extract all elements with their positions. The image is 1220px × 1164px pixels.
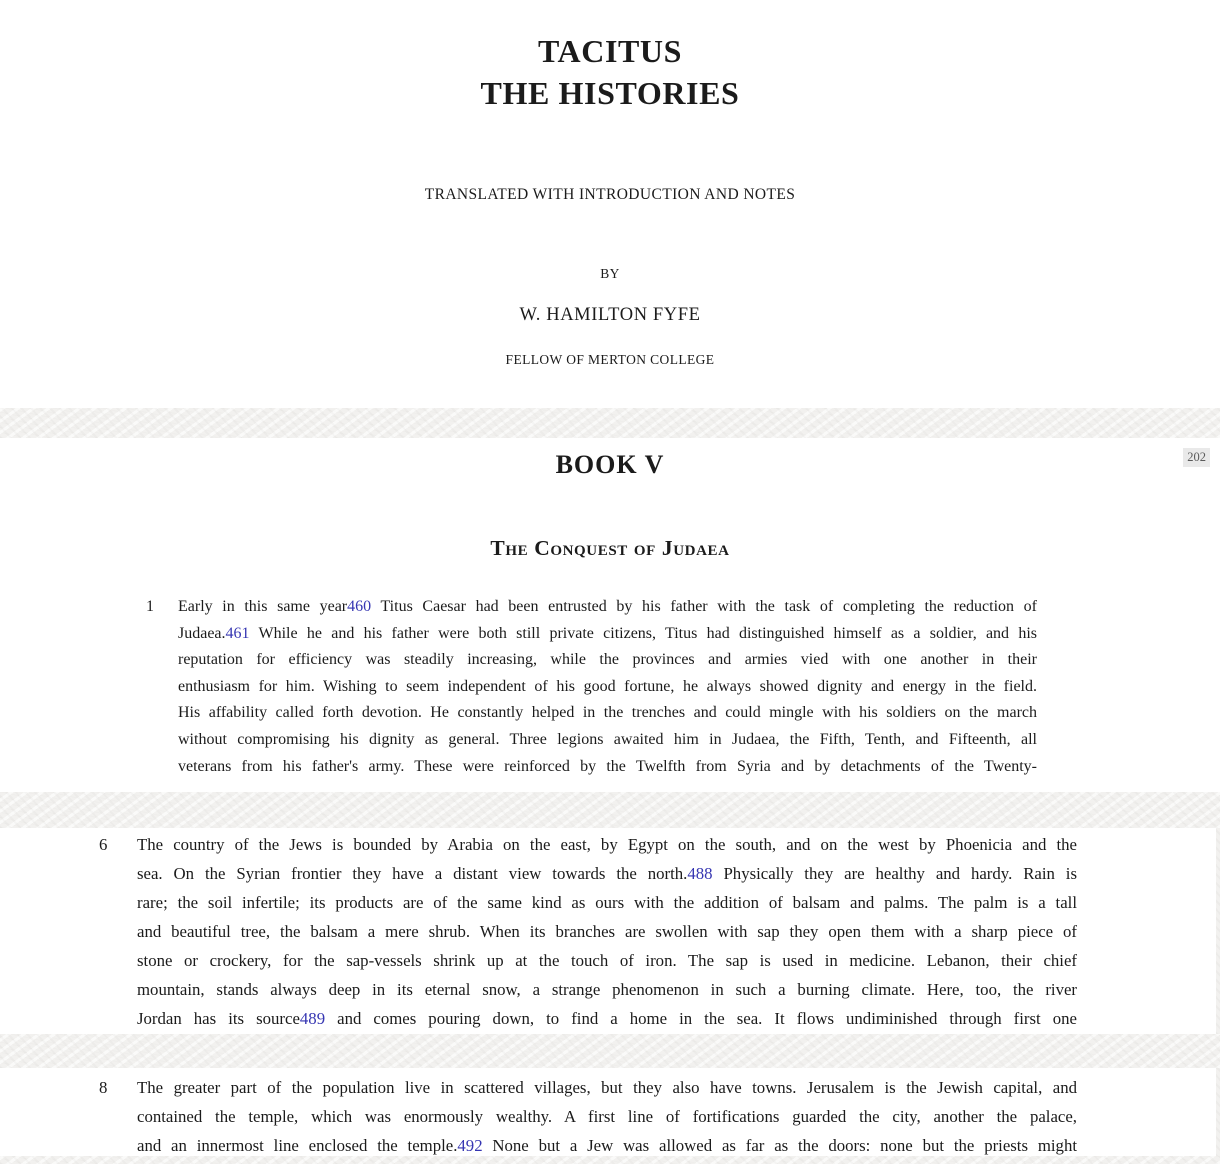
paragraph-text — [137, 830, 1077, 1033]
paragraph-1 — [146, 594, 1037, 780]
chapter-heading: The Conquest of Judaea — [490, 536, 730, 560]
text-line: mountain, stands always deep in its eternal snow, a strange phenomenon in such a burning climate. Here, too, the river — [137, 980, 1077, 999]
page-gap-band — [0, 408, 1220, 438]
text-line: reputation for efficiency was steadily increasing, while the provinces and armies vied with one another in their — [178, 651, 1037, 669]
text-line: The greater part of the population live in scattered villages, but they also have towns. Jerusalem is the Jewish capital, and — [137, 1078, 1077, 1097]
text-line: His affability called forth devotion. He constantly helped in the trenches and could mingle with his soldiers on the march — [178, 704, 1037, 722]
text-line: and beautiful tree, the balsam a mere shrub. When its branches are swollen with sap they open them with a sharp piece of — [137, 922, 1077, 941]
book-title-line-1: TACITUS — [537, 33, 683, 69]
footnote-link[interactable]: 488 — [687, 864, 713, 883]
paragraph-number: 8 — [99, 1078, 108, 1097]
text-line: rare; the soil infertile; its products are of the same kind as ours with the addition of balsam and palms. The palm is a tall — [137, 893, 1077, 912]
book-heading: BOOK V — [555, 450, 665, 479]
author-name: W. HAMILTON FYFE — [519, 305, 701, 325]
book-title — [0, 30, 1220, 114]
text-line: Early in this same year460 Titus Caesar had been entrusted by his father with the task of completing the reduction of — [178, 598, 1037, 615]
footnote-link[interactable]: 492 — [457, 1136, 483, 1155]
paragraph-8 — [99, 1073, 1077, 1160]
paragraph-6-section — [0, 828, 1220, 1034]
text-line: Jordan has its source489 and comes pouring down, to find a home in the sea. It flows undiminished through first one — [137, 1009, 1077, 1028]
text-line: contained the temple, which was enormously wealthy. A first line of fortifications guarded the city, another the palace, — [137, 1107, 1077, 1126]
page-gap-band — [0, 792, 1220, 828]
book-title-line-2: THE HISTORIES — [480, 75, 740, 111]
footnote-link[interactable]: 489 — [299, 1009, 326, 1028]
page-number-badge[interactable]: 202 — [1183, 448, 1210, 467]
text-line: and an innermost line enclosed the temple.492 None but a Jew was allowed as far as the doors: none but the priests might — [137, 1136, 1077, 1155]
title-page-section — [0, 0, 1220, 408]
paragraph-text — [178, 594, 1037, 780]
author-affiliation: FELLOW OF MERTON COLLEGE — [505, 352, 715, 367]
paragraph-number: 1 — [146, 598, 154, 615]
paragraph-8-section — [0, 1068, 1220, 1156]
text-line: sea. On the Syrian frontier they have a distant view towards the north.488 Physically they are healthy and hardy. Rain is — [137, 864, 1078, 883]
paragraph-text — [137, 1073, 1077, 1160]
text-line: veterans from his father's army. These were reinforced by the Twelfth from Syria and by detachments of the Twenty- — [178, 757, 1037, 775]
footnote-link[interactable]: 460 — [347, 598, 372, 615]
paragraph-number: 6 — [99, 835, 108, 854]
page-edge-strip — [1216, 828, 1220, 1034]
page-gap-band — [0, 1034, 1220, 1068]
by-label: BY — [600, 266, 620, 281]
translation-note: TRANSLATED WITH INTRODUCTION AND NOTES — [424, 186, 796, 203]
text-line: stone or crockery, for the sap-vessels shrink up at the touch of iron. The sap is used in medicine. Lebanon, their chief — [137, 951, 1077, 970]
text-line: enthusiasm for him. Wishing to seem independent of his good fortune, he always showed dignity and energy in the field. — [178, 677, 1037, 695]
text-line: without compromising his dignity as general. Three legions awaited him in Judaea, the Fifth, Tenth, and Fifteenth, all — [178, 730, 1037, 748]
text-line: The country of the Jews is bounded by Arabia on the east, by Egypt on the south, and on the west by Phoenicia and the — [137, 835, 1077, 854]
text-line: Judaea.461 While he and his father were both still private citizens, Titus had distinguished himself as a soldier, and his — [178, 624, 1037, 642]
book-v-section — [0, 438, 1220, 792]
page-edge-strip — [1216, 1068, 1220, 1156]
footnote-link[interactable]: 461 — [225, 624, 250, 642]
paragraph-6 — [99, 830, 1077, 1033]
